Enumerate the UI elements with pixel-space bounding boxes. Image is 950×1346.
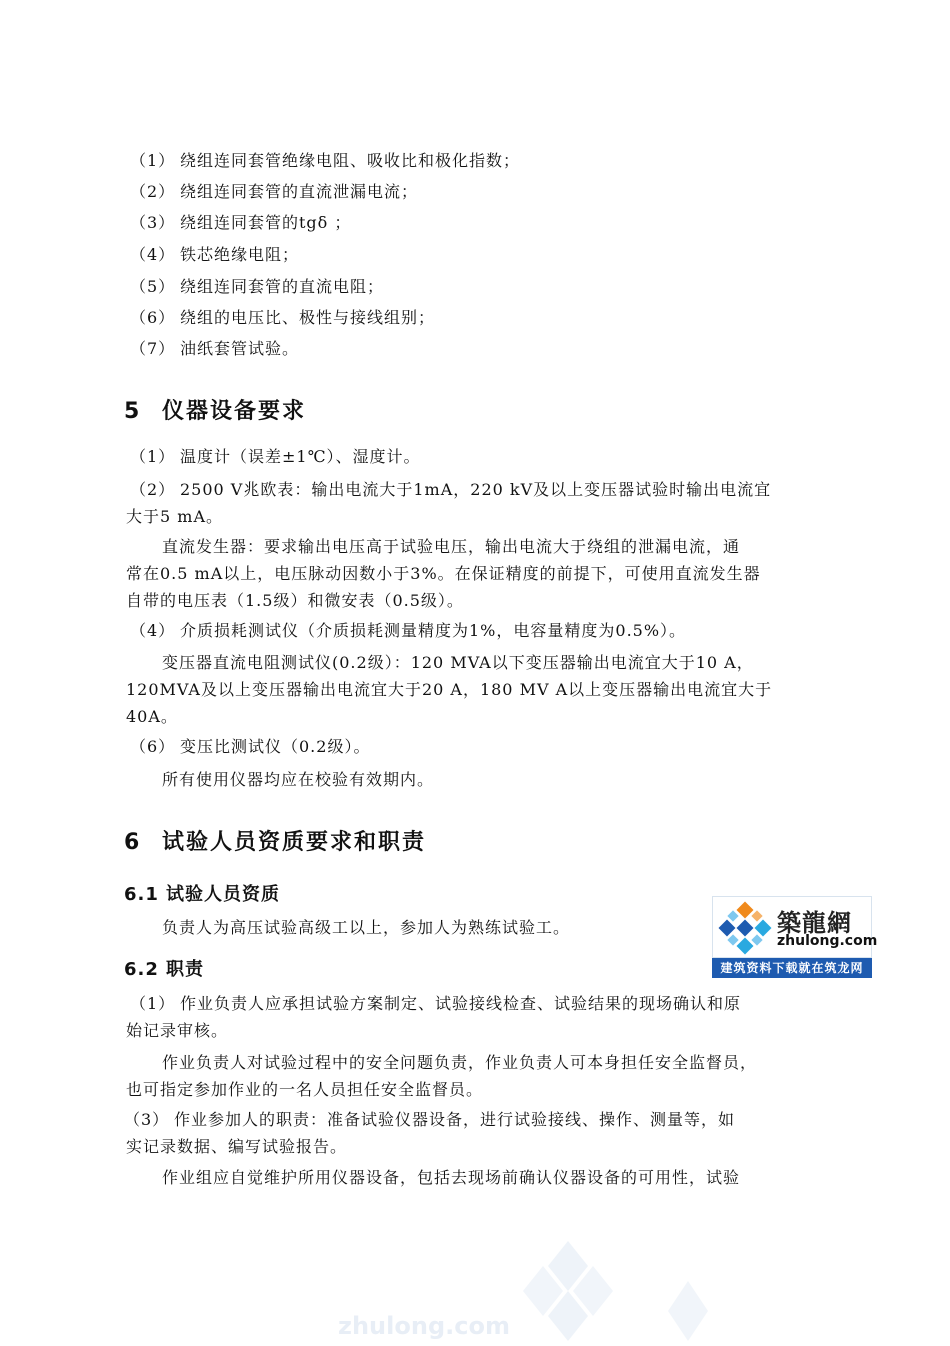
logo-chinese-name: 築龍網	[777, 908, 852, 937]
paragraph-line: 40A。	[126, 707, 178, 726]
list-item: （2） 2500 V兆欧表：输出电流大于1mA，220 kV及以上变压器试验时输出电流宜	[130, 480, 772, 499]
section-heading-6: 6 试验人员资质要求和职责	[124, 830, 427, 855]
section-heading-5: 5 仪器设备要求	[124, 399, 307, 424]
paragraph-line: 实记录数据、编写试验报告。	[126, 1137, 348, 1156]
list-item: （6） 绕组的电压比、极性与接线组别；	[130, 308, 436, 327]
list-item: （7） 油纸套管试验。	[130, 339, 300, 358]
zhulong-logo	[712, 896, 878, 978]
paragraph-line: 常在0.5 mA以上，电压脉动因数小于3%。在保证精度的前提下，可使用直流发生器	[126, 564, 761, 583]
paragraph-line: 作业负责人对试验过程中的安全问题负责，作业负责人可本身担任安全监督员，	[162, 1053, 758, 1072]
watermark-snowflake-icon	[648, 1276, 728, 1346]
paragraph-line: 120MVA及以上变压器输出电流宜大于20 A，180 MV A以上变压器输出电流宜大于	[126, 680, 773, 699]
list-item: （4） 铁芯绝缘电阻；	[130, 245, 300, 264]
subsection-heading-6-2: 6.2 职责	[124, 959, 204, 980]
list-item: （5） 绕组连同套管的直流电阻；	[130, 277, 385, 296]
paragraph-line: 变压器直流电阻测试仪(0.2级）：120 MVA以下变压器输出电流宜大于10 A，	[162, 653, 754, 672]
snowflake-logo-icon	[717, 900, 773, 956]
paragraph-line: 大于5 mA。	[126, 507, 223, 526]
watermark-text: zhulong.com	[338, 1312, 510, 1340]
paragraph-line: 负责人为高压试验高级工以上，参加人为熟练试验工。	[162, 918, 571, 937]
list-item: （6） 变压比测试仪（0.2级）。	[130, 737, 371, 756]
list-item: （1） 温度计（误差±1℃）、湿度计。	[130, 447, 421, 466]
list-item: （4） 介质损耗测试仪（介质损耗测量精度为1%，电容量精度为0.5%）。	[130, 621, 687, 640]
watermark-snowflake-icon	[508, 1236, 628, 1346]
list-item: （1） 作业负责人应承担试验方案制定、试验接线检查、试验结果的现场确认和原	[130, 994, 742, 1013]
list-item: （1） 绕组连同套管绝缘电阻、吸收比和极化指数；	[130, 151, 521, 170]
logo-slogan: 建筑资料下载就在筑龙网	[712, 958, 872, 978]
list-item: （2） 绕组连同套管的直流泄漏电流；	[130, 182, 419, 201]
logo-domain: zhulong.com	[777, 933, 878, 949]
paragraph-line: 所有使用仪器均应在校验有效期内。	[162, 770, 435, 789]
paragraph-line: 始记录审核。	[126, 1021, 229, 1040]
list-item: （3） 绕组连同套管的tgδ ；	[130, 213, 352, 232]
paragraph-line: 也可指定参加作业的一名人员担任安全监督员。	[126, 1080, 484, 1099]
list-item: （3） 作业参加人的职责：准备试验仪器设备，进行试验接线、操作、测量等，如	[124, 1110, 736, 1129]
subsection-heading-6-1: 6.1 试验人员资质	[124, 884, 280, 905]
paragraph-line: 直流发生器：要求输出电压高于试验电压，输出电流大于绕组的泄漏电流，通	[162, 537, 741, 556]
paragraph-line: 自带的电压表（1.5级）和微安表（0.5级）。	[126, 591, 464, 610]
paragraph-line: 作业组应自觉维护所用仪器设备，包括去现场前确认仪器设备的可用性，试验	[162, 1168, 741, 1187]
